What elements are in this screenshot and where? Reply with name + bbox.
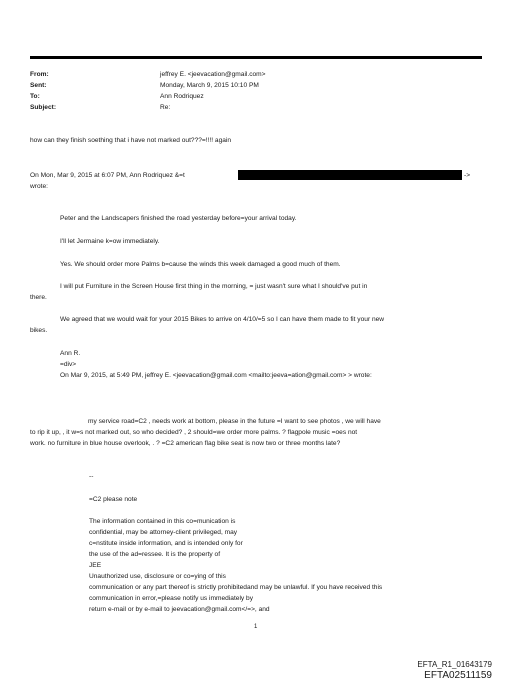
- to-label: To:: [30, 93, 40, 100]
- from-value: jeffrey E. <jeevacation@gmail.com>: [160, 71, 266, 78]
- quoted-paragraph-cont: there.: [30, 294, 47, 301]
- quote-intro-wrote: wrote:: [30, 183, 48, 190]
- quoted-paragraph: Peter and the Landscapers finished the road yesterday before=your arrival today.: [60, 215, 297, 222]
- sent-value: Monday, March 9, 2015 10:10 PM: [160, 82, 259, 89]
- signature-dashes: --: [89, 473, 94, 480]
- quote-intro-tail: ->: [464, 172, 471, 179]
- quoted-paragraph: I will put Furniture in the Screen House first thing in the morning, = just wasn't sure what I should've put in: [60, 283, 368, 290]
- confidentiality-line: return e-mail or by e-mail to jeevacation@gmail.com</=>, and: [89, 606, 270, 613]
- nested-quote-line: work. no furniture in blue house overlook, . ? =C2 american flag bike seat is now two or three months late?: [30, 440, 341, 447]
- confidentiality-line: c=nstitute inside information, and is intended only for: [89, 540, 243, 547]
- confidentiality-line: the use of the ad=ressee. It is the property of: [89, 551, 221, 558]
- subject-value: Re:: [160, 104, 171, 111]
- quote-intro: On Mon, Mar 9, 2015 at 6:07 PM, Ann Rodriquez &=t: [30, 172, 185, 179]
- to-value: Ann Rodriquez: [160, 93, 204, 100]
- confidentiality-line: communication or any part thereof is strictly prohibitedand may be unlawful. If you have received this: [89, 584, 383, 591]
- quoted-paragraph: Yes. We should order more Palms b=cause the winds this week damaged a good much of them.: [60, 261, 341, 268]
- please-note: =C2 please note: [89, 496, 138, 503]
- confidentiality-line: JEE: [89, 562, 102, 569]
- quoted-paragraph-cont: bikes.: [30, 327, 48, 334]
- quoted-paragraph: We agreed that we would wait for your 2015 Bikes to arrive on 4/10/=5 so I can have them made to fit your new: [60, 316, 385, 323]
- nested-quote-line: my service road=C2 , needs work at bottom, please in the future =I want to see photos , we will have: [88, 418, 381, 425]
- redaction-bar: [238, 170, 462, 180]
- subject-label: Subject:: [30, 104, 57, 111]
- signature-name: Ann R.: [60, 350, 81, 357]
- reply-text: how can they finish soething that i have not marked out???=!!!! again: [30, 137, 232, 144]
- quoted-paragraph: I'll let Jermaine k=ow immediately.: [60, 238, 160, 245]
- header-top-rule: [30, 56, 482, 59]
- bates-number-2: EFTA02511159: [424, 670, 492, 681]
- sent-label: Sent:: [30, 82, 47, 89]
- signature-div: =div>: [60, 361, 77, 368]
- confidentiality-line: Unauthorized use, disclosure or co=ying of this: [89, 573, 226, 580]
- confidentiality-line: confidential, may be attorney-client privileged, may: [89, 529, 238, 536]
- page-number: 1: [254, 624, 258, 630]
- confidentiality-line: communication in error,=please notify us immediately by: [89, 595, 254, 602]
- nested-quote-line: to rip it up, , it w=s not marked out, so who decided? , 2 should=we order more palms. ? flagpole music =oes not: [30, 429, 358, 436]
- nested-quote-intro: On Mar 9, 2015, at 5:49 PM, jeffrey E. <jeevacation@gmail.com <mailto:jeeva=ation@gmail.com> > wrote:: [60, 372, 372, 379]
- bates-number-1: EFTA_R1_01643179: [417, 660, 492, 669]
- confidentiality-line: The information contained in this co=munication is: [89, 518, 236, 525]
- from-label: From:: [30, 71, 49, 78]
